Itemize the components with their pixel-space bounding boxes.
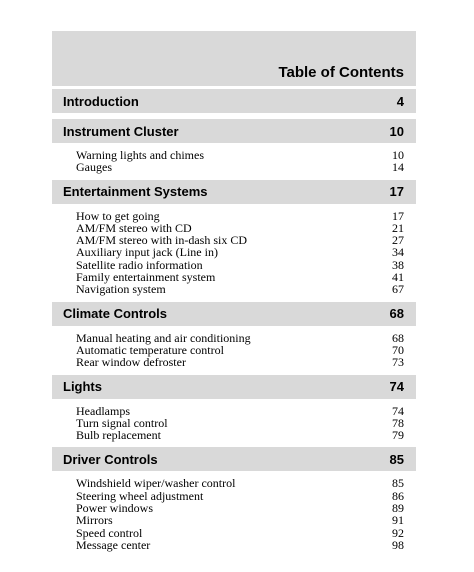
entry-page: 38 (392, 257, 404, 272)
entry-label: Family entertainment system (76, 270, 216, 285)
entry-label: Navigation system (76, 282, 166, 297)
entry-label: Headlamps (76, 403, 130, 418)
toc-entry[interactable] (76, 283, 404, 295)
entry-label: Bulb replacement (76, 428, 161, 443)
toc-entry[interactable] (76, 405, 404, 417)
entry-page: 79 (392, 428, 404, 443)
toc-sections (52, 89, 416, 554)
entry-label: Speed control (76, 525, 143, 540)
section-title: Entertainment Systems (63, 184, 208, 200)
entry-label: How to get going (76, 208, 160, 223)
entry-page: 73 (392, 355, 404, 370)
toc-entry[interactable] (76, 246, 404, 258)
toc-section (52, 447, 416, 554)
section-page: 74 (389, 379, 404, 395)
entry-label: Steering wheel adjustment (76, 488, 204, 503)
entry-page: 74 (392, 403, 404, 418)
toc-entry[interactable] (76, 514, 404, 526)
entry-page: 68 (392, 330, 404, 345)
section-header[interactable] (52, 302, 416, 326)
entry-label: Power windows (76, 501, 153, 516)
entry-page: 91 (392, 513, 404, 528)
toc-entry[interactable] (76, 502, 404, 514)
entry-label: Rear window defroster (76, 355, 186, 370)
toc-section (52, 89, 416, 116)
toc-entry[interactable] (76, 161, 404, 173)
toc-section (52, 180, 416, 299)
entry-label: Turn signal control (76, 415, 168, 430)
section-page: 68 (389, 306, 404, 322)
section-page: 10 (389, 123, 404, 139)
entry-page: 41 (392, 270, 404, 285)
toc-page (52, 31, 416, 554)
toc-entry[interactable] (76, 356, 404, 368)
section-title: Climate Controls (63, 306, 168, 322)
toc-entry[interactable] (76, 477, 404, 489)
entry-page: 14 (392, 160, 404, 175)
section-page: 4 (396, 93, 404, 109)
title-banner (52, 31, 416, 86)
entry-page: 21 (392, 220, 404, 235)
section-items (52, 143, 416, 177)
section-header[interactable] (52, 119, 416, 143)
entry-page: 70 (392, 342, 404, 357)
entry-label: Auxiliary input jack (Line in) (76, 245, 218, 260)
entry-label: AM/FM stereo with in-dash six CD (76, 233, 247, 248)
entry-page: 10 (392, 148, 404, 162)
section-title: Instrument Cluster (63, 123, 179, 139)
toc-entry[interactable] (76, 539, 404, 551)
entry-label: Warning lights and chimes (76, 148, 205, 162)
entry-page: 67 (392, 282, 404, 297)
entry-page: 85 (392, 476, 404, 491)
entry-page: 34 (392, 245, 404, 260)
section-page: 17 (389, 184, 404, 200)
section-title: Driver Controls (63, 451, 158, 467)
toc-section (52, 302, 416, 372)
entry-label: Mirrors (76, 513, 113, 528)
entry-page: 92 (392, 525, 404, 540)
section-items (52, 471, 416, 554)
toc-section (52, 119, 416, 177)
section-title: Introduction (63, 93, 139, 109)
toc-entry[interactable] (76, 149, 404, 161)
section-header[interactable] (52, 89, 416, 113)
entry-label: Satellite radio information (76, 257, 203, 272)
entry-label: Gauges (76, 160, 112, 175)
entry-label: Manual heating and air conditioning (76, 330, 251, 345)
section-page: 85 (389, 451, 404, 467)
section-header[interactable] (52, 180, 416, 204)
entry-page: 17 (392, 208, 404, 223)
entry-label: Automatic temperature control (76, 342, 224, 357)
section-header[interactable] (52, 375, 416, 399)
section-items (52, 326, 416, 372)
toc-entry[interactable] (76, 429, 404, 441)
section-items (52, 399, 416, 445)
entry-page: 89 (392, 501, 404, 516)
entry-page: 78 (392, 415, 404, 430)
entry-label: AM/FM stereo with CD (76, 220, 192, 235)
entry-page: 86 (392, 488, 404, 503)
section-title: Lights (63, 379, 102, 395)
entry-label: Message center (76, 537, 151, 552)
toc-section (52, 375, 416, 445)
page-title: Table of Contents (278, 64, 404, 81)
entry-page: 27 (392, 233, 404, 248)
section-items (52, 204, 416, 299)
entry-page: 98 (392, 537, 404, 552)
section-header[interactable] (52, 447, 416, 471)
entry-label: Windshield wiper/washer control (76, 476, 236, 491)
